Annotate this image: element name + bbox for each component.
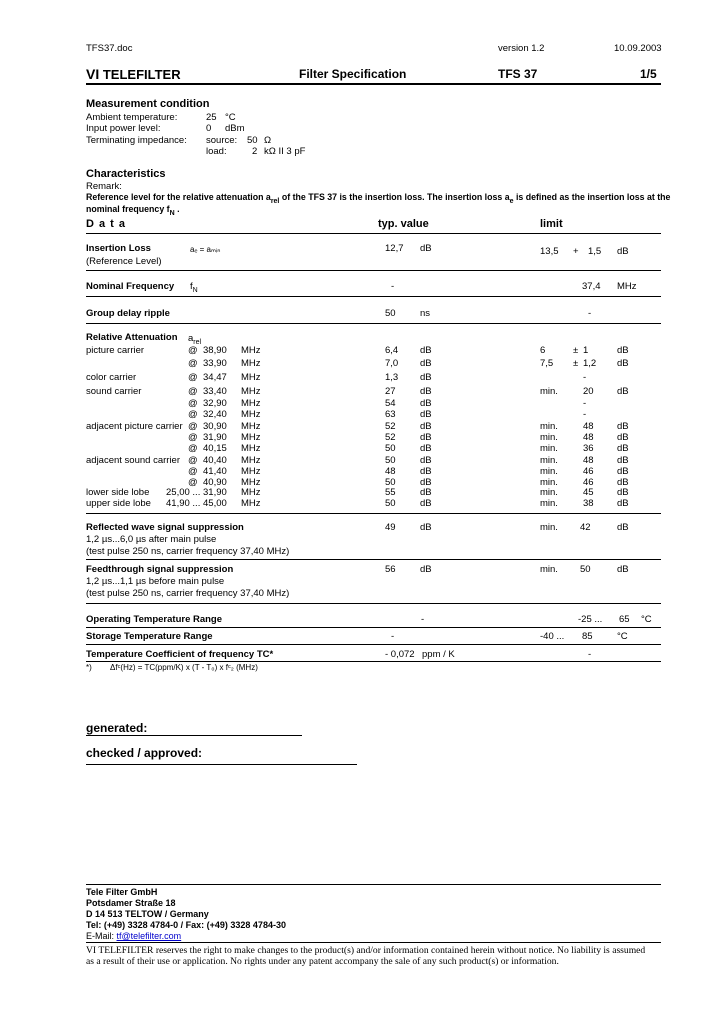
vi-logo-mark: VI	[86, 66, 100, 82]
rel-limit-min: 7,5	[540, 358, 554, 369]
optemp-lv: 65	[619, 614, 630, 625]
feedthrough-unit: dB	[420, 564, 432, 575]
rel-limit-value: 36	[583, 443, 594, 454]
optemp-typ: -	[421, 614, 425, 625]
rel-freq: 30,90	[203, 421, 227, 432]
version: version 1.2	[498, 43, 545, 54]
rel-value: 52	[385, 421, 396, 432]
rel-limit-min: min.	[540, 421, 558, 432]
rel-value: 50	[385, 477, 396, 488]
mc-unit: dBm	[225, 123, 245, 134]
disclaimer-1: VI TELEFILTER reserves the right to make changes to the product(s) and/or information contained herein without notice. No liability is assumed	[86, 945, 646, 956]
sttemp-lu: °C	[617, 631, 628, 642]
insertion-lunit: dB	[617, 246, 629, 257]
title-rule	[86, 83, 661, 85]
rel-limit-value: 46	[583, 466, 594, 477]
rel-limit-min: min.	[540, 466, 558, 477]
rel-funit: MHz	[241, 432, 261, 443]
nominal-lunit: MHz	[617, 281, 637, 292]
generated-line	[86, 735, 302, 736]
rel-at: @	[188, 432, 198, 443]
rel-limit-unit: dB	[617, 443, 629, 454]
rel-funit: MHz	[241, 398, 261, 409]
rel-desc: picture carrier	[86, 345, 145, 356]
rule	[86, 270, 661, 271]
rel-limit-value: 48	[583, 455, 594, 466]
mc-label: Ambient temperature:	[86, 112, 178, 123]
rel-limit-unit: dB	[617, 421, 629, 432]
header-rule	[86, 233, 661, 234]
rel-limit-value: 20	[583, 386, 594, 397]
rel-limit-pm: ±	[573, 345, 579, 356]
footnote-text: Δfᶜ(Hz) = TC(ppm/K) x (T - T₀) x fᶜ₂ (MHz)	[110, 663, 258, 672]
feedthrough-lu: dB	[617, 564, 629, 575]
rel-limit-unit: dB	[617, 455, 629, 466]
rel-limit-value: 48	[583, 432, 594, 443]
rule	[86, 627, 661, 628]
rel-limit-value: 48	[583, 421, 594, 432]
footer-rule-2	[86, 942, 661, 943]
rel-freq: 40,90	[203, 477, 227, 488]
feedthrough-line2: 1,2 µs...1,1 µs before main pulse	[86, 576, 225, 587]
nominal-symbol: $f_N$	[190, 281, 198, 294]
rel-freq: 34,47	[203, 372, 227, 383]
reflected-line2: 1,2 µs...6,0 µs after main pulse	[86, 534, 217, 545]
rule	[86, 513, 661, 514]
rel-value: 55	[385, 487, 396, 498]
doc-title: Filter Specification	[299, 67, 407, 81]
rel-unit: dB	[420, 466, 432, 477]
rel-desc: color carrier	[86, 372, 137, 383]
rel-funit: MHz	[241, 386, 261, 397]
rel-at: @	[188, 372, 198, 383]
reflected-lu: dB	[617, 522, 629, 533]
rel-funit: MHz	[241, 487, 261, 498]
rel-value: 6,4	[385, 345, 399, 356]
insertion-unit: dB	[420, 243, 432, 254]
reflected-label: Reflected wave signal suppression	[86, 522, 244, 533]
rule	[86, 559, 661, 560]
company-logo	[86, 66, 181, 82]
rel-desc: upper side lobe	[86, 498, 151, 509]
measurement-heading: Measurement condition	[86, 98, 210, 110]
checked-line	[86, 764, 357, 765]
insertion-typ: 12,7	[385, 243, 404, 254]
footnote-mark: *)	[86, 663, 92, 672]
footer-email-link[interactable]: tf@telefilter.com	[116, 931, 182, 941]
feedthrough-lm: min.	[540, 564, 558, 575]
rel-freq: 38,90	[203, 345, 227, 356]
insertion-label: Insertion Loss	[86, 243, 151, 254]
rel-limit-unit: dB	[617, 345, 629, 356]
group-unit: ns	[420, 308, 431, 319]
relative-label: Relative Attenuation	[86, 332, 178, 343]
nominal-typ: -	[391, 281, 395, 292]
rel-limit-value: 45	[583, 487, 594, 498]
rel-limit-unit: dB	[617, 487, 629, 498]
rel-funit: MHz	[241, 466, 261, 477]
mc-unit: kΩ II 3 pF	[264, 146, 306, 157]
optemp-label: Operating Temperature Range	[86, 614, 223, 625]
feedthrough-typ: 56	[385, 564, 396, 575]
rel-unit: dB	[420, 409, 432, 420]
rel-funit: MHz	[241, 477, 261, 488]
rel-at: @	[188, 455, 198, 466]
rel-desc: adjacent picture carrier	[86, 421, 183, 432]
rel-freq: 32,90	[203, 398, 227, 409]
rel-limit-min: min.	[540, 386, 558, 397]
footer-rule	[86, 884, 661, 885]
feedthrough-line3: (test pulse 250 ns, carrier frequency 37,40 MHz)	[86, 588, 290, 599]
rel-at: @	[188, 409, 198, 420]
group-typ: 50	[385, 308, 396, 319]
generated-label: generated:	[86, 721, 148, 735]
insertion-limit: 13,5	[540, 246, 559, 257]
rel-limit-unit: dB	[617, 386, 629, 397]
tc-unit: ppm / K	[422, 649, 455, 660]
rel-limit-value: 1	[583, 345, 589, 356]
rel-funit: MHz	[241, 345, 261, 356]
tc-limit: -	[588, 649, 592, 660]
feedthrough-label: Feedthrough signal suppression	[86, 564, 234, 575]
date: 10.09.2003	[614, 43, 662, 54]
rel-value: 63	[385, 409, 396, 420]
relative-symbol: $a_{rel}$	[188, 333, 202, 346]
rel-limit-pm: ±	[573, 358, 579, 369]
rel-unit: dB	[420, 358, 432, 369]
mc-unit: Ω	[264, 135, 272, 146]
mc-value: 50	[247, 135, 258, 146]
rel-value: 50	[385, 498, 396, 509]
rel-funit: MHz	[241, 372, 261, 383]
rel-freq: 40,15	[203, 443, 227, 454]
rel-limit-min: 6	[540, 345, 546, 356]
rule	[86, 323, 661, 324]
rule	[86, 296, 661, 297]
optemp-lu: °C	[641, 614, 652, 625]
col-data: D a t a	[86, 218, 127, 230]
rel-freq: 32,40	[203, 409, 227, 420]
rel-freq: 41,40	[203, 466, 227, 477]
rule	[86, 644, 661, 645]
rel-limit-min: min.	[540, 498, 558, 509]
checked-label: checked / approved:	[86, 746, 203, 760]
feedthrough-lv: 50	[580, 564, 591, 575]
rel-funit: MHz	[241, 358, 261, 369]
rel-freq: 40,40	[203, 455, 227, 466]
nominal-label: Nominal Frequency	[86, 281, 175, 292]
rel-limit-min: min.	[540, 477, 558, 488]
rel-limit-min: min.	[540, 432, 558, 443]
rel-limit-min: min.	[540, 443, 558, 454]
sttemp-lm: -40 ...	[540, 631, 565, 642]
rel-at: @	[188, 443, 198, 454]
rel-limit-unit: dB	[617, 466, 629, 477]
rel-unit: dB	[420, 477, 432, 488]
rel-at: @	[188, 386, 198, 397]
rel-funit: MHz	[241, 498, 261, 509]
rel-at: @	[188, 421, 198, 432]
rel-unit: dB	[420, 398, 432, 409]
mc-label: Input power level:	[86, 123, 161, 134]
rel-unit: dB	[420, 498, 432, 509]
footer-phone: Tel: (+49) 3328 4784-0 / Fax: (+49) 3328 4784-30	[86, 920, 286, 930]
remark-text: Reference level for the relative attenuation $a_{rel}$ of the TFS 37 is the insertion loss. The insertion loss $a_e$ is defined as the insertion loss at the	[86, 192, 671, 205]
rel-value: 50	[385, 443, 396, 454]
file-name: TFS37.doc	[86, 43, 133, 54]
insertion-sublabel: (Reference Level)	[86, 256, 162, 267]
rel-desc: lower side lobe	[86, 487, 150, 498]
rule	[86, 661, 661, 662]
rel-desc: adjacent sound carrier	[86, 455, 180, 466]
nominal-limit: 37,4	[582, 281, 601, 292]
rel-at: @	[188, 477, 198, 488]
footer-email-row	[86, 931, 181, 941]
rel-unit: dB	[420, 421, 432, 432]
tc-typ: - 0,072	[385, 649, 415, 660]
rel-value: 48	[385, 466, 396, 477]
rel-value: 52	[385, 432, 396, 443]
reflected-lm: min.	[540, 522, 558, 533]
remark-text-2: nominal frequency $f_N$ .	[86, 204, 180, 217]
sttemp-label: Storage Temperature Range	[86, 631, 213, 642]
rel-at: 41,90 ...	[166, 498, 201, 509]
rel-freq: 45,00	[203, 498, 227, 509]
rel-value: 50	[385, 455, 396, 466]
reflected-line3: (test pulse 250 ns, carrier frequency 37,40 MHz)	[86, 546, 290, 557]
insertion-tol: 1,5	[588, 246, 602, 257]
col-limit: limit	[540, 218, 563, 230]
rel-freq: 33,90	[203, 358, 227, 369]
rel-desc: sound carrier	[86, 386, 142, 397]
rel-limit-unit: dB	[617, 477, 629, 488]
rel-funit: MHz	[241, 455, 261, 466]
rule	[86, 603, 661, 604]
rel-limit-unit: dB	[617, 498, 629, 509]
insertion-pm: +	[573, 246, 579, 257]
rel-funit: MHz	[241, 409, 261, 420]
rel-unit: dB	[420, 443, 432, 454]
rel-value: 1,3	[385, 372, 399, 383]
sttemp-typ: -	[391, 631, 395, 642]
mc-value: 2	[252, 146, 258, 157]
tc-label: Temperature Coefficient of frequency TC*	[86, 649, 274, 660]
rel-freq: 31,90	[203, 487, 227, 498]
page-number: 1/5	[640, 67, 657, 81]
rel-limit-unit: dB	[617, 358, 629, 369]
optemp-lm: -25 ...	[578, 614, 603, 625]
rel-freq: 33,40	[203, 386, 227, 397]
footer-company: Tele Filter GmbH	[86, 887, 158, 897]
product-id: TFS 37	[498, 67, 538, 81]
mc-label: Terminating impedance:	[86, 135, 187, 146]
mc-value: 25	[206, 112, 217, 123]
rel-unit: dB	[420, 487, 432, 498]
rel-unit: dB	[420, 345, 432, 356]
rel-limit-value: -	[583, 409, 587, 420]
rel-unit: dB	[420, 455, 432, 466]
group-label: Group delay ripple	[86, 308, 170, 319]
rel-value: 7,0	[385, 358, 399, 369]
rel-value: 27	[385, 386, 396, 397]
mc-sub: source:	[206, 135, 238, 146]
characteristics-heading: Characteristics	[86, 168, 166, 180]
rel-at: @	[188, 466, 198, 477]
rel-unit: dB	[420, 432, 432, 443]
rel-limit-value: 46	[583, 477, 594, 488]
rel-limit-min: min.	[540, 455, 558, 466]
rel-at: @	[188, 345, 198, 356]
rel-limit-value: 1,2	[583, 358, 597, 369]
rel-unit: dB	[420, 372, 432, 383]
rel-at: @	[188, 398, 198, 409]
rel-at: @	[188, 358, 198, 369]
rel-limit-value: 38	[583, 498, 594, 509]
disclaimer-2: as a result of their use or application. No rights under any patent accompany the sale of any such product(s) or information.	[86, 956, 559, 967]
mc-unit: °C	[225, 112, 236, 123]
rel-at: 25,00 ...	[166, 487, 201, 498]
rel-limit-unit: dB	[617, 432, 629, 443]
insertion-symbol: aₑ = aₘᵢₙ	[190, 245, 221, 254]
rel-unit: dB	[420, 386, 432, 397]
rel-value: 54	[385, 398, 396, 409]
remark-label: Remark:	[86, 181, 122, 192]
rel-funit: MHz	[241, 421, 261, 432]
reflected-unit: dB	[420, 522, 432, 533]
sttemp-lv: 85	[582, 631, 593, 642]
group-limit: -	[588, 308, 592, 319]
mc-value: 0	[206, 123, 212, 134]
footer-email-label: E-Mail:	[86, 931, 117, 941]
footer-city: D 14 513 TELTOW / Germany	[86, 909, 209, 919]
reflected-lv: 42	[580, 522, 591, 533]
rel-limit-value: -	[583, 372, 587, 383]
reflected-typ: 49	[385, 522, 396, 533]
rel-funit: MHz	[241, 443, 261, 454]
mc-sub: load:	[206, 146, 227, 157]
rel-freq: 31,90	[203, 432, 227, 443]
rel-limit-min: min.	[540, 487, 558, 498]
footer-street: Potsdamer Straße 18	[86, 898, 176, 908]
company-name: TELEFILTER	[102, 67, 181, 82]
rel-limit-value: -	[583, 398, 587, 409]
col-typ: typ. value	[378, 218, 429, 230]
